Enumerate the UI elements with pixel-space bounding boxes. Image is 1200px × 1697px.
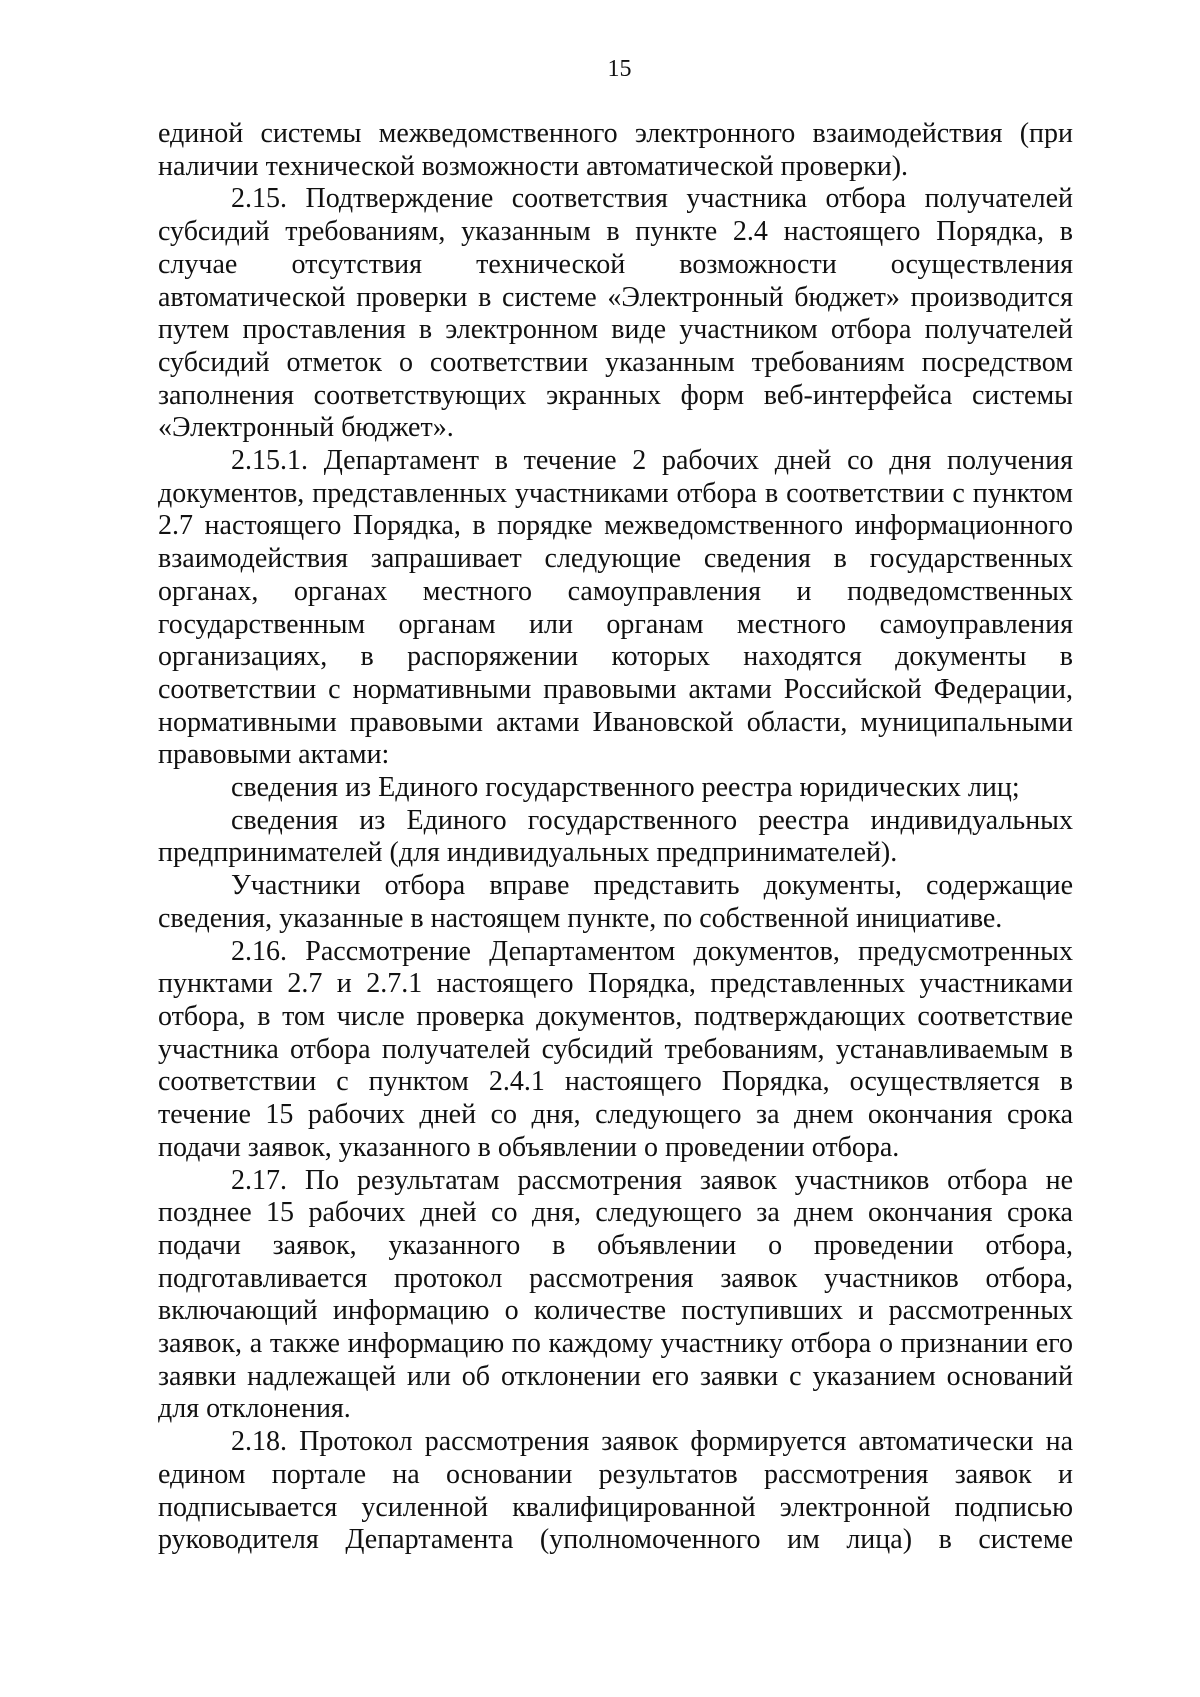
list-item-egrul: сведения из Единого государственного реестра юридических лиц; <box>231 772 1020 804</box>
page-number: 15 <box>607 56 632 82</box>
paragraph-2-17: 2.17. По результатам рассмотрения заявок участников отбора не позднее 15 рабочих дней со дня, следующего за днем окончания срока подачи заявок, указанного в объявлении о проведении отбора, подготавливается протокол рассмотрения заявок участников отбора, включающий информацию о количестве поступивших и рассмотренных заявок, а также информацию по каждому участнику отбора о признании его заявки надлежащей или об отклонении его заявки с указанием оснований для отклонения. <box>158 1164 1073 1425</box>
paragraph-2-15-1: 2.15.1. Департамент в течение 2 рабочих дней со дня получения документов, представленных участниками отбора в соответствии с пунктом 2.7 настоящего Порядка, в порядке межведомственного информационного взаимодействия запрашивает следующие сведения в государственных органах, органах местного самоуправления и подведомственных государственным органам или органам местного самоуправления организациях, в распоряжении которых находятся документы в соответствии с нормативными правовыми актами Российской Федерации, нормативными правовыми актами Ивановской области, муниципальными правовыми актами: <box>158 445 1073 771</box>
paragraph-2-18: 2.18. Протокол рассмотрения заявок формируется автоматически на едином портале на основании результатов рассмотрения заявок и подписывается усиленной квалифицированной электронной подписью руководителя Департамента (уполномоченного им лица) в системе <box>158 1426 1073 1556</box>
paragraph-2-16: 2.16. Рассмотрение Департаментом документов, предусмотренных пунктами 2.7 и 2.7.1 настоящего Порядка, представленных участниками отбора, в том числе проверка документов, подтверждающих соответствие участника отбора получателей субсидий требованиям, устанавливаемым в соответствии с пунктом 2.4.1 настоящего Порядка, осуществляется в течение 15 рабочих дней со дня, следующего за днем окончания срока подачи заявок, указанного в объявлении о проведении отбора. <box>158 935 1073 1163</box>
paragraph-participants-right: Участники отбора вправе представить документы, содержащие сведения, указанные в настоящем пункте, по собственной инициативе. <box>158 870 1073 934</box>
paragraph-continuation: единой системы межведомственного электронного взаимодействия (при наличии технической возможности автоматической проверки). <box>158 118 1073 182</box>
document-body <box>158 118 1073 1557</box>
list-item-egrip: сведения из Единого государственного реестра индивидуальных предпринимателей (для индивидуальных предпринимателей). <box>158 804 1073 869</box>
paragraph-2-15: 2.15. Подтверждение соответствия участника отбора получателей субсидий требованиям, указанным в пункте 2.4 настоящего Порядка, в случае отсутствия технической возможности осуществления автоматической проверки в системе «Электронный бюджет» производится путем проставления в электронном виде участником отбора получателей субсидий отметок о соответствии указанным требованиям посредством заполнения соответствующих экранных форм веб-интерфейса системы «Электронный бюджет». <box>158 183 1073 444</box>
